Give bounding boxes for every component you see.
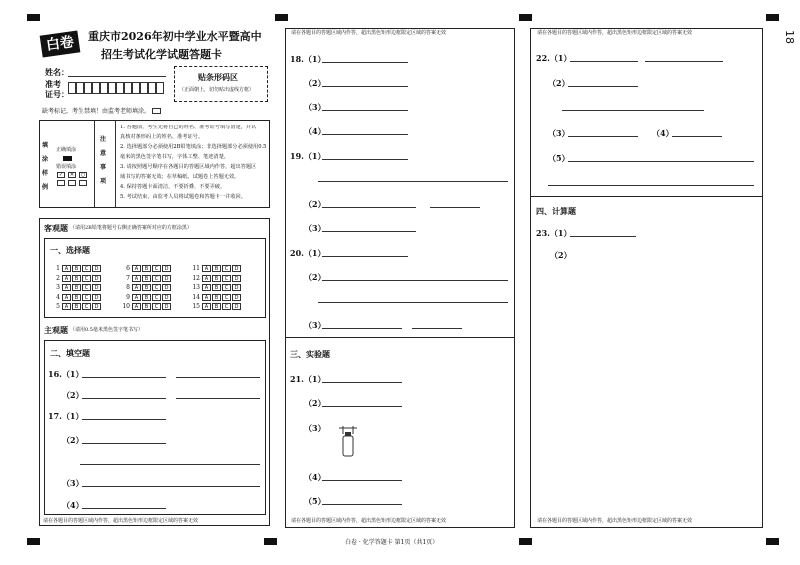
mc-option-bubble[interactable]: D bbox=[162, 294, 171, 301]
q16-2-answer-line[interactable] bbox=[82, 398, 166, 399]
notice-line: 5. 考试结束，由监考人员将试题卷和答题卡一并收回。 bbox=[120, 194, 246, 200]
mc-option-bubble[interactable]: B bbox=[72, 275, 81, 282]
q18-label: 18.（1） bbox=[290, 54, 326, 64]
timing-mark bbox=[519, 538, 532, 545]
fill-example-label-2: 涂 bbox=[42, 156, 49, 163]
gas-bottle-diagram bbox=[337, 424, 359, 458]
exam-id-digit-cell[interactable] bbox=[124, 82, 132, 94]
q22-5-label: （5） bbox=[548, 153, 570, 163]
absent-note: 缺考标记，考生禁填！由监考老师填涂。 bbox=[42, 108, 151, 115]
wrong-fill-sample-5 bbox=[68, 180, 76, 186]
q17-3-label: （3） bbox=[62, 478, 84, 488]
mc-question-row bbox=[190, 303, 242, 310]
exam-id-digit-cell[interactable] bbox=[116, 82, 124, 94]
objective-heading: 客观题 bbox=[44, 223, 68, 233]
q16-2-label: （2） bbox=[62, 390, 84, 400]
correct-fill-label: 正确填涂 bbox=[56, 147, 77, 153]
q22-2-label: （2） bbox=[548, 78, 570, 88]
top-warning-right: 请在各题目的答题区域内作答，超出黑色矩形边框限定区域的答案无效 bbox=[537, 30, 693, 36]
q22-2b-answer-line[interactable] bbox=[562, 110, 704, 111]
fill-blank-box bbox=[44, 340, 266, 515]
q22-4-label: （4） bbox=[652, 128, 674, 138]
q23-2-label: （2） bbox=[550, 250, 572, 260]
q17-4-answer-line[interactable] bbox=[82, 508, 166, 509]
mc-option-bubble[interactable]: B bbox=[142, 284, 151, 291]
q17-2-label: （2） bbox=[62, 435, 84, 445]
mc-question-number: 7 bbox=[126, 274, 130, 282]
mc-question-number: 5 bbox=[56, 303, 60, 310]
notice-line: 4. 保持答题卡面清洁，不要折叠、不要弄破。 bbox=[120, 184, 226, 190]
notice-label-4: 项 bbox=[100, 178, 107, 185]
mc-option-bubble[interactable]: C bbox=[152, 265, 161, 272]
sheet-title-line1: 重庆市2026年初中学业水平暨高中 bbox=[88, 30, 262, 43]
mc-option-bubble[interactable]: D bbox=[232, 284, 241, 291]
mc-option-bubble[interactable]: B bbox=[212, 275, 221, 282]
mc-option-bubble[interactable]: B bbox=[72, 294, 81, 301]
q18-2-answer-line[interactable] bbox=[322, 86, 408, 87]
wrong-fill-sample-4 bbox=[57, 180, 65, 186]
mc-option-bubble[interactable]: C bbox=[82, 275, 91, 282]
mc-option-bubble[interactable]: D bbox=[162, 265, 171, 272]
notice-line: 毫米的黑色签字笔书写，字体工整、笔迹清楚。 bbox=[120, 154, 229, 160]
q20-3b-answer-line[interactable] bbox=[412, 328, 462, 329]
fill-blank-title: 二、填空题 bbox=[50, 348, 90, 358]
q16-label: 16.（1） bbox=[48, 369, 84, 379]
mc-question-number: 9 bbox=[126, 293, 130, 301]
q23-label: 23.（1） bbox=[536, 228, 572, 238]
objective-note: （请用2B铅笔将题号右侧正确答案所对应的方框涂黑） bbox=[70, 225, 192, 231]
q20-2b-answer-line[interactable] bbox=[318, 302, 508, 303]
notice-line: 域书写的答案无效；在草稿纸、试题卷上答题无效。 bbox=[120, 174, 240, 180]
wrong-fill-sample-6 bbox=[79, 180, 87, 186]
mc-option-bubble[interactable]: B bbox=[142, 275, 151, 282]
q18-4-answer-line[interactable] bbox=[322, 134, 408, 135]
mc-option-bubble[interactable]: C bbox=[152, 294, 161, 301]
mc-question-row bbox=[120, 294, 172, 301]
timing-mark bbox=[766, 14, 779, 21]
id-label-2: 证号： bbox=[45, 89, 69, 99]
q17-4-label: （4） bbox=[62, 500, 84, 510]
q20-3-answer-line[interactable] bbox=[322, 328, 402, 329]
subjective-heading: 主观题 bbox=[44, 325, 68, 335]
mc-question-number: 6 bbox=[126, 265, 130, 272]
mc-option-bubble[interactable]: A bbox=[202, 284, 211, 291]
mc-question-number: 1 bbox=[56, 265, 60, 272]
q19-1b-answer-line[interactable] bbox=[318, 181, 508, 182]
notice-label-2: 意 bbox=[100, 150, 107, 157]
mc-option-bubble[interactable]: C bbox=[82, 284, 91, 291]
timing-mark bbox=[275, 14, 288, 21]
exam-id-digit-cell[interactable] bbox=[100, 82, 108, 94]
paper-tag: 白卷 bbox=[40, 30, 81, 57]
mc-option-bubble[interactable]: B bbox=[212, 294, 221, 301]
bottom-warning-right: 请在各题目的答题区域内作答，超出黑色矩形边框限定区域的答案无效 bbox=[537, 518, 693, 524]
q21-5-label: （5） bbox=[304, 496, 326, 506]
mc-option-bubble[interactable]: D bbox=[92, 303, 101, 310]
q21-4-label: （4） bbox=[304, 472, 326, 482]
q20-1-answer-line[interactable] bbox=[322, 256, 408, 257]
q19-2-label: （2） bbox=[304, 199, 326, 209]
mc-option-bubble[interactable]: C bbox=[152, 303, 161, 310]
wrong-fill-label: 错误填涂 bbox=[56, 164, 77, 170]
notice-line: 2. 选择题部分必须使用2B铅笔填涂；非选择题部分必须使用0.5 bbox=[120, 144, 267, 150]
q18-1-answer-line[interactable] bbox=[322, 62, 408, 63]
barcode-note: （正面朝上，切勿贴出虚线方框） bbox=[179, 87, 255, 93]
q21-3-label: （3） bbox=[304, 423, 326, 433]
exam-id-digit-cell[interactable] bbox=[108, 82, 116, 94]
id-label-1: 准考 bbox=[45, 79, 61, 89]
q22-4-answer-line[interactable] bbox=[672, 136, 722, 137]
q17-3-answer-line[interactable] bbox=[82, 486, 260, 487]
section-divider bbox=[530, 196, 763, 197]
mc-option-bubble[interactable]: C bbox=[222, 303, 231, 310]
q17-label: 17.（1） bbox=[48, 411, 84, 421]
timing-mark bbox=[27, 538, 40, 545]
q19-2-answer-line[interactable] bbox=[322, 207, 416, 208]
exam-id-digit-cell[interactable] bbox=[76, 82, 84, 94]
q16-1b-answer-line[interactable] bbox=[176, 377, 260, 378]
exam-id-digit-cell[interactable] bbox=[156, 82, 164, 94]
timing-mark bbox=[519, 14, 532, 21]
exam-id-digit-cell[interactable] bbox=[84, 82, 92, 94]
mc-option-bubble[interactable]: A bbox=[62, 294, 71, 301]
mc-option-bubble[interactable]: B bbox=[72, 303, 81, 310]
q22-1-answer-line[interactable] bbox=[570, 61, 638, 62]
section-divider bbox=[285, 337, 515, 338]
page-footer: 白卷 · 化学答题卡 第1页（共1页） bbox=[345, 539, 439, 546]
mc-option-bubble[interactable]: B bbox=[212, 303, 221, 310]
mc-option-bubble[interactable]: B bbox=[212, 284, 221, 291]
mc-question-row bbox=[120, 265, 172, 272]
fill-example-label-1: 填 bbox=[42, 142, 49, 149]
mc-option-bubble[interactable]: B bbox=[72, 284, 81, 291]
mc-option-bubble[interactable]: A bbox=[202, 303, 211, 310]
q20-label: 20.（1） bbox=[290, 248, 326, 258]
mc-option-bubble[interactable]: A bbox=[62, 275, 71, 282]
mc-option-bubble[interactable]: A bbox=[62, 303, 71, 310]
mc-option-bubble[interactable]: A bbox=[62, 284, 71, 291]
mc-option-bubble[interactable]: A bbox=[132, 294, 141, 301]
barcode-area bbox=[174, 66, 268, 102]
notice-line: 3. 请按照题号顺序在各题目的答题区域内作答，超出答题区 bbox=[120, 164, 257, 170]
q18-4-label: （4） bbox=[304, 126, 326, 136]
mc-option-bubble[interactable]: C bbox=[152, 284, 161, 291]
fill-example-label-3: 样 bbox=[42, 170, 49, 177]
timing-mark bbox=[27, 14, 40, 21]
mc-option-bubble[interactable]: C bbox=[82, 294, 91, 301]
q19-3-answer-line[interactable] bbox=[322, 231, 416, 232]
q17-2-answer-line[interactable] bbox=[82, 443, 166, 444]
notice-label-1: 注 bbox=[100, 136, 107, 143]
calculation-title: 四、计算题 bbox=[536, 206, 576, 216]
experiment-title: 三、实验题 bbox=[290, 349, 330, 359]
mc-question-number: 3 bbox=[56, 284, 60, 291]
q22-3-answer-line[interactable] bbox=[568, 136, 638, 137]
fill-example-label-4: 例 bbox=[42, 184, 49, 191]
q22-5b-answer-line[interactable] bbox=[548, 185, 754, 186]
mc-option-bubble[interactable]: D bbox=[92, 284, 101, 291]
q18-3-answer-line[interactable] bbox=[322, 110, 408, 111]
mc-option-bubble[interactable]: D bbox=[232, 265, 241, 272]
mc-option-bubble[interactable]: C bbox=[222, 294, 231, 301]
mc-option-bubble[interactable]: A bbox=[202, 294, 211, 301]
wrong-fill-sample-2: ✕ bbox=[69, 172, 75, 178]
mc-option-bubble[interactable]: D bbox=[92, 294, 101, 301]
mc-question-row bbox=[50, 284, 102, 291]
q22-2-answer-line[interactable] bbox=[568, 86, 638, 87]
q21-5-answer-line[interactable] bbox=[322, 504, 402, 505]
mc-question-row bbox=[120, 303, 172, 310]
mc-option-bubble[interactable]: C bbox=[152, 275, 161, 282]
mc-question-number: 12 bbox=[192, 274, 200, 282]
mc-option-bubble[interactable]: A bbox=[132, 275, 141, 282]
q19-label: 19.（1） bbox=[290, 151, 326, 161]
q22-5-answer-line[interactable] bbox=[568, 161, 754, 162]
bottom-warning-middle: 请在各题目的答题区域内作答，超出黑色矩形边框限定区域的答案无效 bbox=[291, 518, 447, 524]
mc-option-bubble[interactable]: D bbox=[162, 303, 171, 310]
mc-question-number: 8 bbox=[126, 284, 130, 291]
mc-option-bubble[interactable]: A bbox=[202, 275, 211, 282]
mc-question-row bbox=[50, 265, 102, 272]
q22-3-label: （3） bbox=[548, 128, 570, 138]
exam-id-digit-cell[interactable] bbox=[92, 82, 100, 94]
mc-option-bubble[interactable]: B bbox=[142, 265, 151, 272]
mc-question-number: 4 bbox=[56, 293, 60, 301]
mc-option-bubble[interactable]: A bbox=[202, 265, 211, 272]
page-number-corner: 18 bbox=[783, 30, 796, 44]
mc-option-bubble[interactable]: D bbox=[92, 275, 101, 282]
mc-question-row bbox=[50, 303, 102, 310]
mc-option-bubble[interactable]: B bbox=[142, 294, 151, 301]
q21-label: 21.（1） bbox=[290, 374, 326, 384]
q21-2-label: （2） bbox=[304, 398, 326, 408]
q17-1-answer-line[interactable] bbox=[82, 419, 166, 420]
q19-1-answer-line[interactable] bbox=[322, 159, 408, 160]
q19-2b-answer-line[interactable] bbox=[430, 207, 480, 208]
q18-3-label: （3） bbox=[304, 102, 326, 112]
exam-id-digit-cell[interactable] bbox=[132, 82, 140, 94]
notice-line: 1. 答题前，考生先将自己的姓名、准考证号填写清楚，并认 bbox=[120, 125, 257, 130]
absent-checkbox[interactable] bbox=[152, 108, 161, 114]
mc-option-bubble[interactable]: B bbox=[142, 303, 151, 310]
barcode-title: 贴条形码区 bbox=[198, 72, 238, 82]
mc-option-bubble[interactable]: C bbox=[222, 284, 231, 291]
mc-question-row bbox=[190, 275, 242, 282]
q21-1-answer-line[interactable] bbox=[322, 382, 402, 383]
mc-question-row bbox=[120, 275, 172, 282]
mc-question-number: 2 bbox=[56, 274, 60, 282]
info-panel bbox=[39, 120, 270, 208]
exam-id-digit-cell[interactable] bbox=[140, 82, 148, 94]
timing-mark bbox=[264, 538, 277, 545]
exam-id-digit-cell[interactable] bbox=[148, 82, 156, 94]
mc-option-bubble[interactable]: D bbox=[232, 275, 241, 282]
mc-question-number: 10 bbox=[122, 303, 130, 310]
mc-option-bubble[interactable]: A bbox=[62, 265, 71, 272]
mc-option-bubble[interactable]: D bbox=[232, 303, 241, 310]
mc-option-bubble[interactable]: D bbox=[92, 265, 101, 272]
sheet-title-line2: 招生考试化学试题答题卡 bbox=[101, 48, 222, 61]
q20-2-label: （2） bbox=[304, 272, 326, 282]
q22-label: 22.（1） bbox=[536, 53, 572, 63]
mc-option-bubble[interactable]: B bbox=[212, 265, 221, 272]
mc-question-row bbox=[50, 294, 102, 301]
timing-mark bbox=[766, 538, 779, 545]
mc-question-number: 14 bbox=[192, 293, 200, 301]
notice-line: 真核对条形码上的姓名、准考证号。 bbox=[120, 134, 204, 140]
mc-section-title: 一、选择题 bbox=[50, 245, 90, 255]
mc-option-bubble[interactable]: C bbox=[82, 265, 91, 272]
wrong-fill-sample-1: ✓ bbox=[58, 172, 64, 178]
subjective-note: （请用0.5毫米黑色签字笔书写） bbox=[70, 327, 143, 333]
q17-2b-answer-line[interactable] bbox=[80, 464, 260, 465]
mc-question-row bbox=[190, 294, 242, 301]
mc-question-number: 13 bbox=[192, 284, 200, 291]
mc-option-bubble[interactable]: C bbox=[82, 303, 91, 310]
q20-2-answer-line[interactable] bbox=[322, 280, 508, 281]
mc-option-bubble[interactable]: D bbox=[162, 275, 171, 282]
mc-option-bubble[interactable]: A bbox=[132, 303, 141, 310]
q21-4-answer-line[interactable] bbox=[322, 480, 402, 481]
mc-option-bubble[interactable]: D bbox=[232, 294, 241, 301]
q18-2-label: （2） bbox=[304, 78, 326, 88]
correct-fill-sample bbox=[63, 156, 72, 161]
mc-question-row bbox=[120, 284, 172, 291]
mc-question-row bbox=[190, 265, 242, 272]
top-warning-middle: 请在各题目的答题区域内作答，超出黑色矩形边框限定区域的答案无效 bbox=[291, 30, 447, 36]
bottom-warning-left: 请在各题目的答题区域内作答，超出黑色矩形边框限定区域的答案无效 bbox=[43, 518, 199, 524]
mc-question-row bbox=[50, 275, 102, 282]
q16-2b-answer-line[interactable] bbox=[176, 398, 260, 399]
notice-text bbox=[120, 125, 268, 205]
q21-2-answer-line[interactable] bbox=[322, 406, 402, 407]
name-field[interactable] bbox=[68, 76, 166, 77]
mc-question-row bbox=[190, 284, 242, 291]
exam-id-digit-cell[interactable] bbox=[68, 82, 76, 94]
wrong-fill-sample-3: ○ bbox=[80, 172, 86, 178]
name-label: 姓名： bbox=[45, 67, 69, 77]
mc-option-bubble[interactable]: C bbox=[222, 275, 231, 282]
mc-option-bubble[interactable]: B bbox=[72, 265, 81, 272]
q23-1-answer-line[interactable] bbox=[570, 236, 636, 237]
q20-3-label: （3） bbox=[304, 320, 326, 330]
q23-2-answer-area[interactable] bbox=[548, 262, 756, 512]
notice-label-3: 事 bbox=[100, 164, 107, 171]
q16-1-answer-line[interactable] bbox=[82, 377, 166, 378]
mc-option-bubble[interactable]: A bbox=[132, 284, 141, 291]
mc-question-number: 15 bbox=[192, 303, 200, 310]
q19-3-label: （3） bbox=[304, 223, 326, 233]
mc-question-number: 11 bbox=[192, 265, 200, 272]
q22-1b-answer-line[interactable] bbox=[645, 61, 723, 62]
mc-option-bubble[interactable]: C bbox=[222, 265, 231, 272]
mc-option-bubble[interactable]: A bbox=[132, 265, 141, 272]
mc-option-bubble[interactable]: D bbox=[162, 284, 171, 291]
